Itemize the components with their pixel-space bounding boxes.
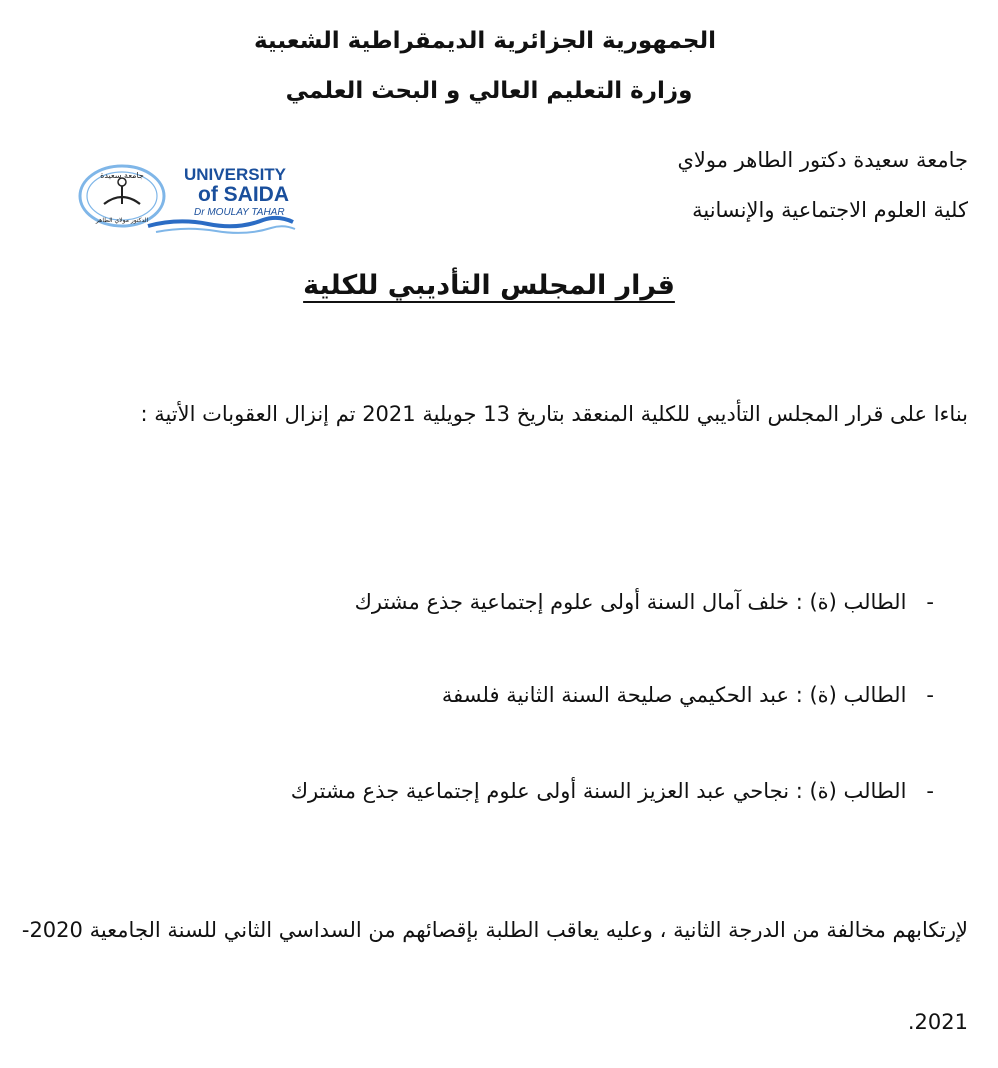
republic-heading: الجمهورية الجزائرية الديمقراطية الشعبية — [253, 28, 717, 54]
student-text: الطالب (ة) : نجاحي عبد العزيز السنة أولى علوم إجتماعية جذع مشترك — [290, 779, 907, 803]
document-title-row — [0, 268, 998, 304]
logo-text-saida: of SAIDA — [198, 183, 289, 206]
faculty-name: كلية العلوم الاجتماعية والإنسانية — [692, 198, 968, 222]
student-item-2 — [442, 680, 934, 710]
student-text: الطالب (ة) : خلف آمال السنة أولى علوم إجتماعية جذع مشترك — [354, 590, 907, 614]
logo-water-wave — [148, 218, 293, 226]
student-item-1 — [355, 587, 934, 617]
logo-text-tahar: Dr MOULAY TAHAR — [194, 207, 285, 218]
student-item-3 — [291, 776, 934, 806]
logo-text-university: UNIVERSITY — [184, 165, 287, 184]
ministry-heading: وزارة التعليم العالي و البحث العلمي — [285, 78, 693, 104]
intro-paragraph: بناءا على قرار المجلس التأديبي للكلية المنعقد بتاريخ 13 جويلية 2021 تم إنزال العقوبات الأتية : — [140, 402, 968, 426]
bullet-dash: - — [926, 590, 934, 614]
student-text: الطالب (ة) : عبد الحكيمي صليحة السنة الثانية فلسفة — [441, 683, 907, 707]
university-logo — [76, 158, 306, 238]
logo-arabic-sub: الدكتور مولاي الطاهر — [95, 217, 149, 224]
closing-paragraph: لإرتكابهم مخالفة من الدرجة الثانية ، وعليه يعاقب الطلبة بإقصائهم من السداسي الثاني للسنة الجامعية 2020-2021. — [21, 918, 968, 1034]
document-title: قرار المجلس التأديبي للكلية — [303, 270, 675, 301]
bullet-dash: - — [926, 779, 934, 803]
university-name: جامعة سعيدة دكتور الطاهر مولاي — [677, 148, 968, 172]
bullet-dash: - — [926, 683, 934, 707]
university-logo-graphic — [76, 158, 306, 238]
logo-arabic-arc: جامعة سعيدة — [100, 171, 144, 180]
